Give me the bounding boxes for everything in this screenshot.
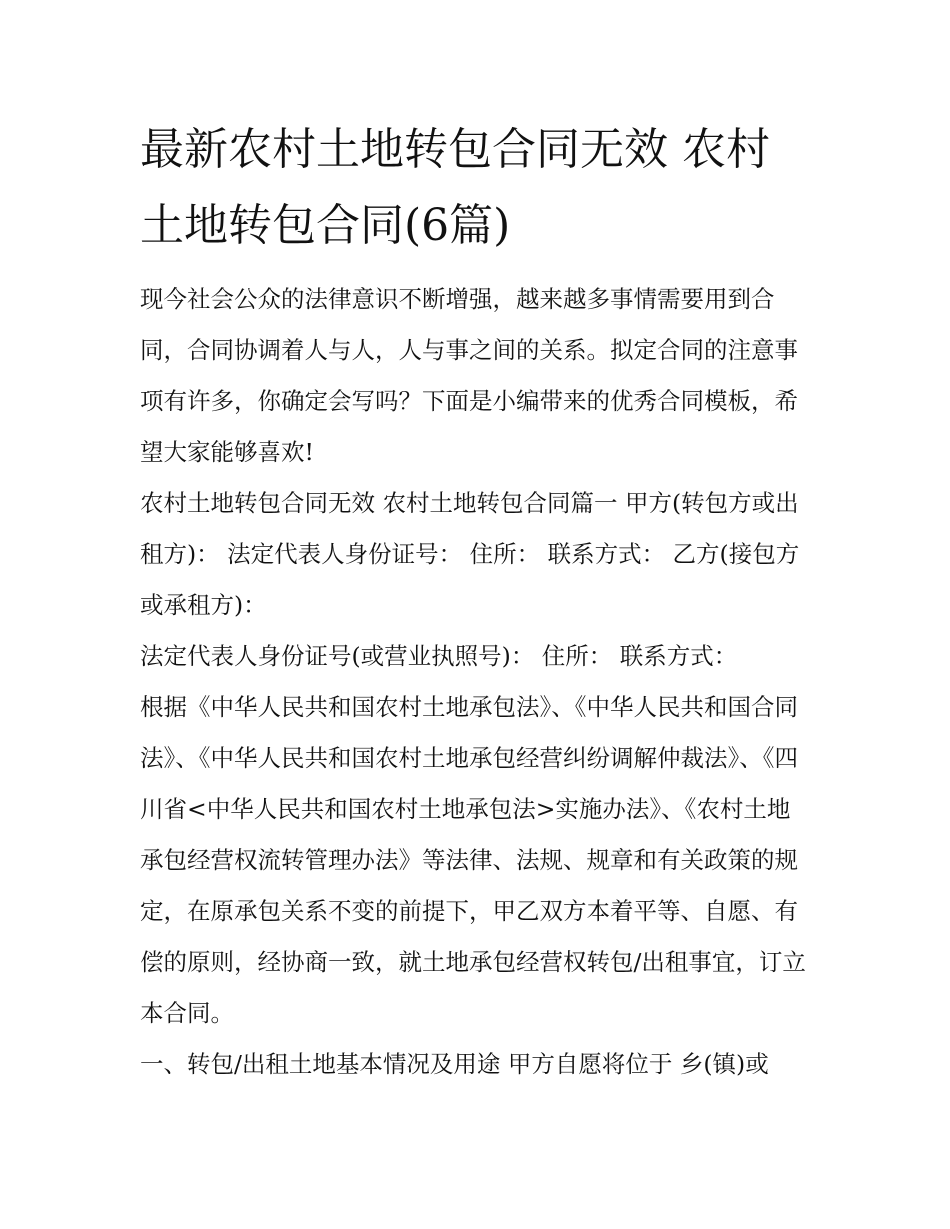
paragraph-parties: 农村土地转包合同无效 农村土地转包合同篇一 甲方(转包方或出租方)： 法定代表人身份证号： 住所： 联系方式： 乙方(接包方或承租方)： (140, 489, 800, 619)
paragraph-intro: 现今社会公众的法律意识不断增强，越来越多事情需要用到合同，合同协调着人与人，人与事之间的关系。拟定合同的注意事项有许多，你确定会写吗？下面是小编带来的优秀合同模板，希望大家能够喜欢! (140, 285, 798, 466)
paragraph-representative: 法定代表人身份证号(或营业执照号)： 住所： 联系方式： (140, 642, 738, 670)
paragraph-legal-basis: 根据《中华人民共和国农村土地承包法》、《中华人民共和国合同法》、《中华人民共和国农村土地承包经营纠纷调解仲裁法》、《四川省<中华人民共和国农村土地承包法>实施办法》、《农村土地承包经营权流转管理办法》等法律、法规、规章和有关政策的规定，在原承包关系不变的前提下，甲乙双方本着平等、自愿、有偿的原则，经协商一致，就土地承包经营权转包/出租事宜，订立本合同。 (140, 693, 806, 1027)
document-body (140, 112, 812, 1090)
document-title: 最新农村土地转包合同无效 农村土地转包合同(6篇) (140, 124, 770, 251)
paragraph-section-one: 一、转包/出租土地基本情况及用途 甲方自愿将位于 乡(镇)或 (140, 1050, 769, 1078)
